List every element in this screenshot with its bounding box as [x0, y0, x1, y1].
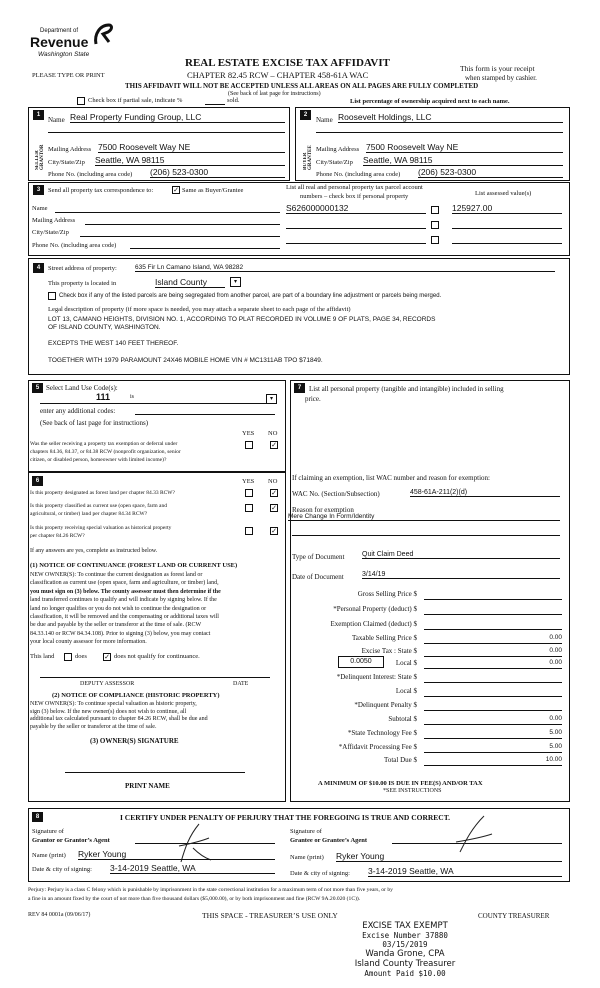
land-use-code-suffix: is — [130, 394, 135, 400]
does-not-checkbox[interactable]: ✓ — [104, 653, 110, 661]
section-7-number: 7 — [294, 383, 305, 393]
street-label: Street address of property: — [48, 265, 117, 272]
dept-name: Revenue — [30, 34, 89, 50]
assessed-value-label: List assessed value(s) — [475, 190, 532, 197]
dept-state: Washington State — [38, 51, 90, 58]
partial-sale-label: Check box if partial sale, indicate % — [88, 97, 183, 104]
stamp-date: 03/15/2019 — [382, 940, 428, 949]
sec6-q1-no-checkbox[interactable]: ✓ — [271, 489, 277, 497]
land-use-label: Select Land Use Code(s): — [46, 384, 118, 392]
sec5-q1b: chapters 84.36, 84.37, or 84.38 RCW (nonprofit organization, senior — [30, 449, 181, 455]
partial-sale-pct-field[interactable] — [205, 97, 225, 105]
grantee-date-label: Date & city of signing: — [290, 870, 350, 877]
calc-value[interactable]: 0.00 — [424, 715, 562, 725]
calc-value[interactable]: 0.00 — [424, 659, 562, 669]
sec6-q3: Is this property receiving special valuation as historical property — [30, 525, 172, 531]
deputy-assessor-sig-line[interactable] — [40, 677, 270, 678]
pct-list-note: List percentage of ownership acquired next to each name. — [350, 98, 510, 105]
grantor-sig-label: Signature of — [32, 828, 64, 835]
grantor-signature — [175, 818, 215, 868]
seller-city-field[interactable]: Seattle, WA 98115 — [95, 155, 285, 166]
owner-signature-label: (3) OWNER(S) SIGNATURE — [90, 737, 179, 745]
receipt-note-2: when stamped by cashier. — [465, 74, 537, 82]
continuance-line: 84.33.140 or RCW 84.34.108). Prior to signing (3) below, you may contact — [30, 630, 211, 637]
doc-date-field[interactable]: 3/14/19 — [362, 571, 560, 579]
legal-line-1: LOT 13, CAMANO HEIGHTS, DIVISION NO. 1, ACCORDING TO PLAT RECORDED IN VOLUME 9 OF PLATS, PAGE 34, RECORDS — [48, 316, 436, 323]
buyer-name-field[interactable]: Roosevelt Holdings, LLC — [338, 112, 563, 123]
form-title: REAL ESTATE EXCISE TAX AFFIDAVIT — [185, 57, 390, 69]
section-4-number: 4 — [33, 263, 44, 273]
rev-number: REV 84 0001a (09/06/17) — [28, 912, 91, 918]
doc-date-label: Date of Document — [292, 573, 344, 581]
sec6-q3b: per chapter 84.26 RCW? — [30, 533, 85, 539]
reason-label: Reason for exemption — [292, 506, 354, 514]
grantor-agent-label: Grantor or Grantor’s Agent — [32, 837, 110, 844]
doc-type-field[interactable]: Quit Claim Deed — [362, 551, 560, 559]
calc-label: Taxable Selling Price $ — [351, 634, 417, 642]
segregate-checkbox[interactable] — [48, 292, 56, 300]
parcel-personal-checkbox-3[interactable] — [431, 236, 439, 244]
stamp-excise-number: Excise Number 37880 — [362, 931, 448, 940]
calc-row-gross — [292, 590, 562, 602]
sec6-yes-header: YES — [242, 478, 255, 485]
continuance-line: classification as current use (open space, farm and agriculture, or timber) land, — [30, 580, 219, 587]
parcel-personal-checkbox-1[interactable] — [431, 206, 439, 214]
grantor-date-field[interactable]: 3-14-2019 Seattle, WA — [110, 863, 275, 874]
buyer-addr-field[interactable]: 7500 Roosevelt Way NE — [366, 142, 563, 153]
corr-addr-field[interactable] — [85, 224, 280, 225]
chevron-down-icon: ▾ — [233, 279, 237, 285]
calc-label: Local $ — [395, 659, 417, 667]
buyer-name-label: Name — [316, 116, 333, 124]
section-1-number: 1 — [33, 110, 44, 120]
additional-codes-label: enter any additional codes: — [40, 407, 116, 415]
stamp-treasurer-name: Wanda Grone, CPA — [365, 949, 445, 959]
receipt-note-1: This form is your receipt — [460, 64, 535, 73]
continuance-line: be due and payable by the seller or transferor at the time of sale. (RCW — [30, 622, 202, 629]
parcel-personal-checkbox-2[interactable] — [431, 221, 439, 229]
partial-sale-checkbox[interactable] — [77, 97, 85, 105]
sec6-no-header: NO — [268, 478, 278, 485]
calc-value[interactable]: 0.00 — [424, 647, 562, 657]
calc-label: *Affidavit Processing Fee $ — [338, 743, 417, 751]
buyer-side-label: BUYER GRANTEE — [303, 145, 313, 170]
calc-label: *Delinquent Interest: State $ — [336, 673, 417, 681]
wac-field[interactable]: 458-61A-211(2)(d) — [410, 489, 560, 497]
see-back-note: (See back of last page for instructions) — [228, 91, 321, 97]
land-use-see-back: (See back of last page for instructions) — [40, 419, 149, 427]
calc-row-delinq-int-state — [292, 673, 562, 685]
seller-phone-field[interactable]: (206) 523-0300 — [150, 167, 285, 178]
sec6-q3-no-checkbox[interactable]: ✓ — [271, 527, 277, 535]
sec5-q1-no-checkbox[interactable]: ✓ — [271, 441, 277, 449]
legal-line-4: TOGETHER WITH 1979 PARAMOUNT 24X46 MOBILE HOME VIN # MC1311AB TPO $71849. — [48, 357, 323, 364]
stamp-title: EXCISE TAX EXEMPT — [362, 921, 448, 931]
treasurer-stamp — [345, 921, 465, 978]
buyer-addr-label: Mailing Address — [316, 146, 360, 153]
grantee-agent-label: Grantee or Grantee’s Agent — [290, 837, 368, 844]
calc-row-delinq-int-local — [292, 687, 562, 699]
assessed-value-field-3[interactable] — [452, 243, 562, 244]
assessed-value-field-2[interactable] — [452, 228, 562, 229]
deputy-date-label: DATE — [233, 681, 249, 687]
continuance-line: NEW OWNER(S): To continue the current designation as forest land or — [30, 572, 203, 578]
this-land-label: This land — [30, 653, 55, 660]
continuance-line: land no longer qualifies or you do not wish to continue the designation or — [30, 605, 207, 612]
compliance-line: NEW OWNER(S): To continue special valuation as historic property, — [30, 701, 197, 707]
corr-phone-label: Phone No. (including area code) — [32, 242, 117, 249]
deputy-assessor-label: DEPUTY ASSESSOR — [80, 681, 135, 687]
corr-city-field[interactable] — [80, 236, 280, 237]
seller-addr-field[interactable]: 7500 Roosevelt Way NE — [98, 142, 285, 153]
calc-row-excise-state — [292, 647, 562, 659]
perjury-line-1: Perjury: Perjury is a class C felony which is punishable by imprisonment in the state correctional institution for a maximum term of not more than five years, or by — [28, 887, 393, 893]
wac-label: WAC No. (Section/Subsection) — [292, 490, 380, 498]
calc-value[interactable] — [424, 673, 562, 683]
sec5-q1: Was the seller receiving a property tax exemption or deferral under — [30, 441, 178, 447]
legal-line-2: OF ISLAND COUNTY, WASHINGTON. — [48, 324, 161, 331]
continuance-line: your local county assessor for more information. — [30, 639, 147, 646]
grantor-name-field[interactable]: Ryker Young — [78, 849, 275, 860]
sec6-q1-yes-checkbox[interactable] — [245, 489, 253, 497]
certify-statement: I CERTIFY UNDER PENALTY OF PERJURY THAT THE FOREGOING IS TRUE AND CORRECT. — [120, 813, 451, 822]
logo — [28, 20, 128, 64]
grantor-date-label: Date & city of signing: — [32, 866, 92, 873]
calc-value[interactable] — [424, 701, 562, 711]
calc-label: *Personal Property (deduct) $ — [333, 605, 417, 613]
calc-value[interactable] — [424, 687, 562, 697]
calc-row-subtotal — [292, 715, 562, 727]
land-use-dropdown-button[interactable] — [266, 394, 277, 404]
treasurer-use-label: THIS SPACE - TREASURER’S USE ONLY — [202, 911, 338, 920]
buyer-city-label: City/State/Zip — [316, 159, 353, 166]
continuance-body — [30, 571, 221, 647]
seller-addr-label: Mailing Address — [48, 146, 92, 153]
section-2-number: 2 — [300, 110, 311, 120]
corr-name-label: Name — [32, 205, 48, 212]
located-label: This property is located in — [48, 280, 117, 287]
calc-row-delinq-penalty — [292, 701, 562, 713]
stamp-treasurer-title: Island County Treasurer — [354, 959, 456, 969]
personal-property-label-2: price. — [305, 395, 321, 403]
section-8-number: 8 — [32, 812, 43, 822]
minimum-due-note: A MINIMUM OF $10.00 IS DUE IN FEE(S) AND/OR TAX — [318, 780, 483, 787]
sec6-q2-yes-checkbox[interactable] — [245, 504, 253, 512]
sec6-q2: Is this property classified as current use (open space, farm and — [30, 503, 167, 509]
grantee-name-field[interactable]: Ryker Young — [336, 851, 562, 862]
seller-name-line2 — [48, 132, 285, 133]
seller-phone-label: Phone No. (including area code) — [48, 171, 133, 178]
sec6-q1: Is this property designated as forest land per chapter 84.33 RCW? — [30, 490, 175, 496]
doc-type-label: Type of Document — [292, 553, 345, 561]
same-as-buyer-label: Same as Buyer/Grantee — [182, 187, 244, 194]
continuance-line: you must sign on (3) below. The county assessor must then determine if the — [30, 588, 221, 595]
calc-value[interactable] — [424, 590, 562, 600]
calc-value[interactable]: 0.00 — [424, 634, 562, 644]
calc-label: Total Due $ — [384, 756, 417, 764]
exemption-label: If claiming an exemption, list WAC number and reason for exemption: — [292, 474, 490, 482]
legal-line-3: EXCEPTS THE WEST 140 FEET THEREOF. — [48, 340, 179, 347]
county-treasurer-label: COUNTY TREASURER — [478, 912, 550, 920]
calc-label: Excise Tax : State $ — [361, 647, 417, 655]
seller-city-label: City/State/Zip — [48, 159, 85, 166]
sold-label: sold. — [227, 97, 240, 104]
grantee-name-label: Name (print) — [290, 854, 324, 861]
seller-side-label: SELLER GRANTOR — [35, 144, 45, 170]
continuance-line: classification, it will be removed and the compensating or additional taxes will — [30, 614, 219, 621]
calc-row-taxable — [292, 634, 562, 646]
compliance-line: additional tax calculated pursuant to chapter 84.26 RCW, shall be due and — [30, 716, 208, 722]
reason-field-2[interactable] — [292, 535, 560, 536]
chapter-ref: CHAPTER 82.45 RCW – CHAPTER 458-61A WAC — [187, 70, 369, 80]
parcel-list-label-2: numbers – check box if personal property — [300, 193, 409, 200]
sec5-q1-yes-checkbox[interactable] — [245, 441, 253, 449]
sec5-q1c: citizen, or disabled person, homeowner with limited income)? — [30, 457, 167, 463]
print-note: PLEASE TYPE OR PRINT — [32, 72, 105, 79]
buyer-name-line2 — [316, 132, 563, 133]
section-5-number: 5 — [32, 383, 43, 393]
additional-codes-field[interactable] — [135, 414, 275, 415]
buyer-phone-field[interactable]: (206) 523-0300 — [418, 167, 563, 178]
calc-value[interactable]: 10.00 — [424, 756, 562, 766]
corr-addr-label: Mailing Address — [32, 217, 76, 224]
land-use-code-field[interactable] — [40, 394, 272, 404]
calc-label: Local $ — [395, 687, 417, 695]
sec6-q2b: agricultural, or timber) land per chapter 84.34 RCW? — [30, 511, 148, 517]
compliance-line: payable by the seller or transferor at the time of sale. — [30, 723, 157, 730]
calc-label: *Delinquent Penalty $ — [354, 701, 417, 709]
calc-row-tech-fee — [292, 729, 562, 741]
calc-label: Gross Selling Price $ — [357, 590, 417, 598]
calc-row-affidavit-fee — [292, 743, 562, 755]
legal-desc-label: Legal description of property (if more space is needed, you may attach a separate sheet to each page of the affidavit) — [48, 306, 351, 313]
chevron-down-icon: ▾ — [269, 396, 273, 402]
county-dropdown-button[interactable] — [230, 277, 241, 287]
calc-value[interactable] — [424, 620, 562, 630]
continuance-line: land transferred continues to qualify and will indicate by signing below. If the — [30, 597, 217, 604]
sec5-yes-header: YES — [242, 430, 255, 437]
personal-property-label: List all personal property (tangible and intangible) included in selling — [309, 385, 504, 393]
calc-row-personal — [292, 605, 562, 617]
seller-name-field[interactable]: Real Property Funding Group, LLC — [70, 112, 285, 123]
calc-row-exemption — [292, 620, 562, 632]
grantee-date-field[interactable]: 3-14-2019 Seattle, WA — [368, 866, 562, 877]
reason-field[interactable]: Mere Change In Form/Identity — [288, 513, 560, 521]
same-as-buyer-checkbox[interactable]: ✓ — [173, 186, 179, 194]
street-field[interactable]: 635 Fir Ln Camano Island, WA 98282 — [135, 264, 555, 272]
sec5-no-header: NO — [268, 430, 278, 437]
calc-value[interactable]: 5.00 — [424, 743, 562, 753]
calc-value[interactable]: 5.00 — [424, 729, 562, 739]
local-rate-field[interactable]: 0.0050 — [338, 656, 384, 668]
parcel-number-field-2[interactable] — [286, 228, 426, 229]
buyer-city-field[interactable]: Seattle, WA 98115 — [363, 155, 563, 166]
if-yes-note: If any answers are yes, complete as instructed below. — [30, 548, 158, 554]
buyer-phone-label: Phone No. (including area code) — [316, 171, 401, 178]
corr-phone-field[interactable] — [130, 248, 280, 249]
perjury-line-2: a fine in an amount fixed by the court of not more than five thousand dollars ($5,000.00), or by both imprisonment and fine (RCW 9A.20.020 (1C)). — [28, 896, 361, 902]
section-3-number: 3 — [33, 185, 44, 195]
segregate-note: Check box if any of the listed parcels are being segregated from another parcel, are part of a boundary line adjustment or parcels being merged. — [59, 293, 442, 299]
print-name-line[interactable] — [65, 772, 245, 773]
grantee-sig-label: Signature of — [290, 828, 322, 835]
does-not-label: does not qualify for continuance. — [114, 653, 200, 660]
does-label: does — [75, 653, 87, 660]
compliance-body — [30, 701, 208, 731]
calc-label: Subtotal $ — [388, 715, 417, 723]
stamp-amount-paid: Amount Paid $10.00 — [364, 969, 446, 978]
grantor-name-label: Name (print) — [32, 852, 66, 859]
send-corr-label: Send all property tax correspondence to: — [48, 187, 154, 194]
does-checkbox[interactable] — [64, 653, 72, 661]
parcel-number-field[interactable]: S626000000132 — [286, 203, 426, 214]
continuance-title: (1) NOTICE OF CONTINUANCE (FOREST LAND OR CURRENT USE) — [30, 562, 238, 569]
sec6-q2-no-checkbox[interactable]: ✓ — [271, 504, 277, 512]
calc-label: Exemption Claimed (deduct) $ — [330, 620, 417, 628]
calc-row-total — [292, 756, 562, 768]
compliance-line: sign (3) below. If the new owner(s) does not wish to continue, all — [30, 708, 187, 715]
county-field[interactable]: Island County — [155, 277, 225, 288]
sec6-q3-yes-checkbox[interactable] — [245, 527, 253, 535]
compliance-title: (2) NOTICE OF COMPLIANCE (HISTORIC PROPERTY) — [52, 692, 220, 699]
dept-small: Department of — [40, 28, 79, 34]
land-use-code: 111 — [96, 392, 111, 402]
print-name-label: PRINT NAME — [125, 782, 170, 790]
calc-row-excise-local — [292, 659, 562, 671]
parcel-number-field-3[interactable] — [286, 243, 426, 244]
seller-name-label: Name — [48, 116, 65, 124]
corr-city-label: City/State/Zip — [32, 229, 69, 236]
corr-name-field[interactable] — [55, 212, 280, 213]
calc-value[interactable] — [424, 605, 562, 615]
calc-label: *State Technology Fee $ — [347, 729, 417, 737]
parcel-list-label-1: List all real and personal property tax parcel account — [286, 184, 423, 191]
assessed-value-field[interactable]: 125927.00 — [452, 203, 562, 214]
see-instructions-note: *SEE INSTRUCTIONS — [383, 788, 442, 794]
warning: THIS AFFIDAVIT WILL NOT BE ACCEPTED UNLESS ALL AREAS ON ALL PAGES ARE FULLY COMPLETED — [125, 82, 479, 90]
revenue-logo-icon — [92, 22, 114, 46]
section-6-number: 6 — [32, 476, 43, 486]
